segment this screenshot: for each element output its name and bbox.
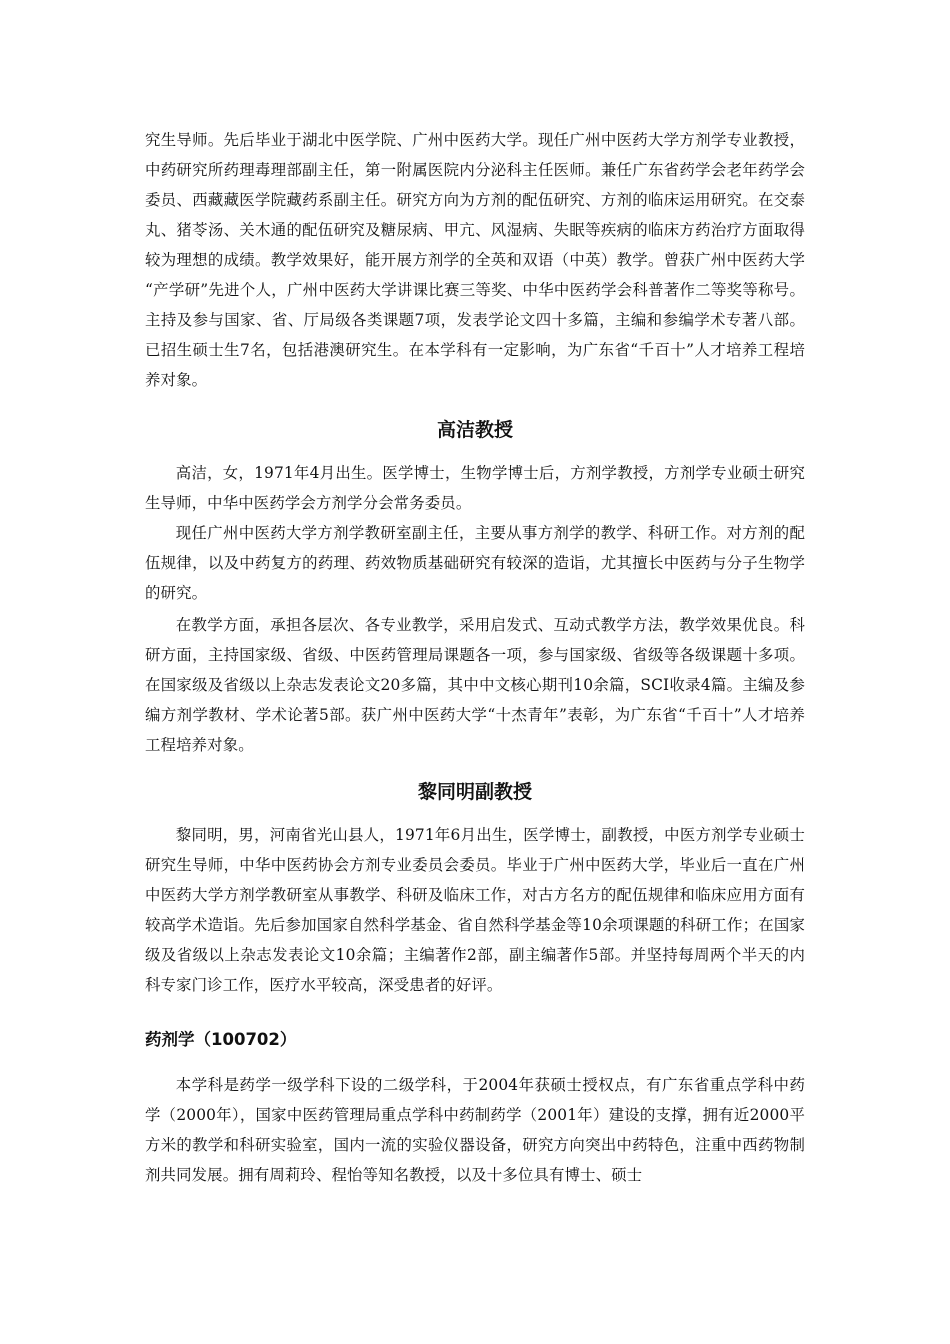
gao-jie-paragraph-2: 现任广州中医药大学方剂学教研室副主任，主要从事方剂学的教学、科研工作。对方剂的配伍规律，以及中药复方的药理、药效物质基础研究有较深的造诣，尤其擅长中医药与分子生物学的研究。: [145, 524, 805, 602]
li-tongming-heading: 黎同明副教授: [417, 781, 532, 803]
li-tongming-paragraph: 黎同明，男，河南省光山县人，1971年6月出生，医学博士，副教授，中医方剂学专业硕士研究生导师，中华中医药协会方剂专业委员会委员。毕业于广州中医药大学，毕业后一直在广州中医药大学方剂学教研室从事教学、科研及临床工作，对古方名方的配伍规律和临床应用方面有较高学术造诣。先后参加国家自然科学基金、省自然科学基金等10余项课题的科研工作；在国家级及省级以上杂志发表论文10余篇；主编著作2部，副主编著作5部。并坚持每周两个半天的内科专家门诊工作，医疗水平较高，深受患者的好评。: [145, 826, 805, 994]
pharmacy-section-heading: 药剂学（100702）: [145, 1030, 297, 1049]
gao-jie-paragraph-1: 高洁，女，1971年4月出生。医学博士，生物学博士后，方剂学教授，方剂学专业硕士研究生导师，中华中医药学会方剂学分会常务委员。: [145, 464, 805, 512]
intro-paragraph: 究生导师。先后毕业于湖北中医学院、广州中医药大学。现任广州中医药大学方剂学专业教授，中药研究所药理毒理部副主任，第一附属医院内分泌科主任医师。兼任广东省药学会老年药学会委员、西藏藏医学院藏药系副主任。研究方向为方剂的配伍研究、方剂的临床运用研究。在交泰丸、猪苓汤、关木通的配伍研究及糖尿病、甲亢、风湿病、失眠等疾病的临床方药治疗方面取得较为理想的成绩。教学效果好，能开展方剂学的全英和双语（中英）教学。曾获广州中医药大学“产学研”先进个人，广州中医药大学讲课比赛三等奖、中华中医药学会科普著作二等奖等称号。主持及参与国家、省、厅局级各类课题7项，发表学论文四十多篇，主编和参编学术专著八部。已招生硕士生7名，包括港澳研究生。在本学科有一定影响，为广东省“千百十”人才培养工程培养对象。: [145, 131, 805, 389]
gao-jie-heading: 高洁教授: [436, 419, 513, 441]
pharmacy-paragraph: 本学科是药学一级学科下设的二级学科，于2004年获硕士授权点，有广东省重点学科中药学（2000年），国家中医药管理局重点学科中药制药学（2001年）建设的支撑，拥有近2000平方米的教学和科研实验室，国内一流的实验仪器设备，研究方向突出中药特色，注重中西药物制剂共同发展。拥有周莉玲、程怡等知名教授，以及十多位具有博士、硕士: [145, 1076, 805, 1184]
gao-jie-paragraph-3: 在教学方面，承担各层次、各专业教学，采用启发式、互动式教学方法，教学效果优良。科研方面，主持国家级、省级、中医药管理局课题各一项，参与国家级、省级等各级课题十多项。在国家级及省级以上杂志发表论文20多篇，其中中文核心期刊10余篇，SCI收录4篇。主编及参编方剂学教材、学术论著5部。获广州中医药大学“十杰青年”表彰，为广东省“千百十”人才培养工程培养对象。: [145, 616, 805, 754]
